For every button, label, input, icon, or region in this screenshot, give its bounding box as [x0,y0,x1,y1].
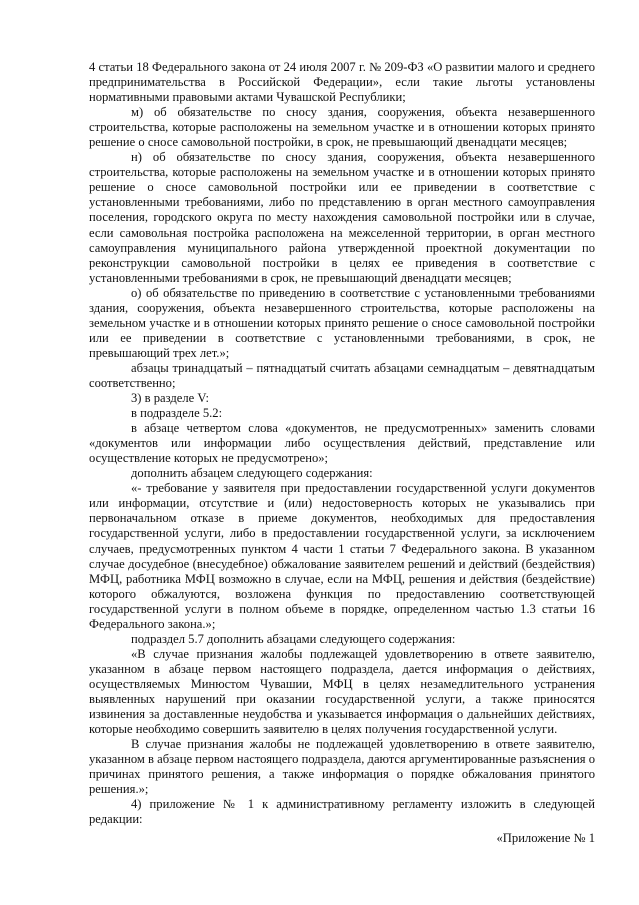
paragraph-item-m: м) об обязательстве по сносу здания, сооружения, объекта незавершенного строительства, которые расположены на земельном участке и в отношении которых принято решение о сносе самовольной постройки, в срок, не превышающий двенадцати месяцев; [89,105,595,150]
paragraph-replace-words: в абзаце четвертом слова «документов, не предусмотренных» заменить словами «документов или информации либо осуществления действий, представление или осуществление которых не предусмотрено»; [89,421,595,466]
paragraph-appendix-edit: 4) приложение № 1 к административному регламенту изложить в следующей редакции: [89,797,595,827]
paragraph-section-v: 3) в разделе V: [131,391,210,406]
paragraph-complaint-satisfied: «В случае признания жалобы подлежащей удовлетворению в ответе заявителю, указанном в абзаце первом настоящего подраздела, дается информация о действиях, осуществляемых Минюстом Чувашии, МФЦ в целях незамедлительного устранения выявленных нарушений при оказании государственной услуги, а также приносятся извинения за доставленные неудобства и указывается информация о дальнейших действиях, которые необходимо совершить заявителю в целях получения государственной услуги. [89,646,595,737]
paragraph-item-n: н) об обязательстве по сносу здания, сооружения, объекта незавершенного строительства, которые расположены на земельном участке и в отношении которых принято решение о сносе самовольной постройки или ее приведении в соответствие с установленными требованиями, либо по представлению в орган местного самоуправления поселения, городского округа по месту нахождения самовольной постройки или в случае, если самовольная постройка расположена на межселенной территории, в орган местного самоуправления муниципального района утвержденной проектной документации по реконструкции самовольной постройки в целях ее приведения в соответствие с установленными требованиями в срок, не превышающий двенадцати месяцев; [89,150,595,285]
paragraph-subsection-5-7: подраздел 5.7 дополнить абзацами следующего содержания: [131,631,456,646]
paragraph-continuation: 4 статьи 18 Федерального закона от 24 июля 2007 г. № 209-ФЗ «О развитии малого и среднего предпринимательства в Российской Федерации», если такие льготы установлены нормативными правовыми актами Чувашской Республики; [89,60,595,105]
appendix-heading: «Приложение № 1 [496,831,595,846]
paragraph-complaint-rejected: В случае признания жалобы не подлежащей удовлетворению в ответе заявителю, указанном в абзаце первом настоящего подраздела, даются аргументированные разъяснения о причинах принятого решения, а также информация о порядке обжалования принятого решения.»; [89,737,595,797]
paragraph-item-o: о) об обязательстве по приведению в соответствие с установленными требованиями здания, сооружения, объекта незавершенного строительства, которые расположены на земельном участке и в отношении которых принято решение о сносе самовольной постройки или ее приведении в соответствие с установленными требованиями, в срок, не превышающий трех лет.»; [89,285,595,360]
paragraph-subsection-5-2: в подразделе 5.2: [131,406,223,421]
paragraph-add-intro: дополнить абзацем следующего содержания: [131,466,373,481]
paragraph-quoted-requirement: «- требование у заявителя при предоставлении государственной услуги документов или информации, отсутствие и (или) недостоверность которых не указывались при первоначальном отказе в приеме документов, необходимых для предоставления государственной услуги, либо в предоставлении государственной услуги, за исключением случаев, предусмотренных пунктом 4 части 1 статьи 7 Федерального закона. В указанном случае досудебное (внесудебное) обжалование заявителем решений и действий (бездействия) МФЦ, работника МФЦ возможно в случае, если на МФЦ, решения и действия (бездействие) которого обжалуются, возложена функция по предоставлению соответствующей государственной услуги в полном объеме в порядке, определенном частью 1.3 статьи 16 Федерального закона.»; [89,481,595,631]
paragraph-renumber: абзацы тринадцатый – пятнадцатый считать абзацами семнадцатым – девятнадцатым соответственно; [89,360,595,390]
